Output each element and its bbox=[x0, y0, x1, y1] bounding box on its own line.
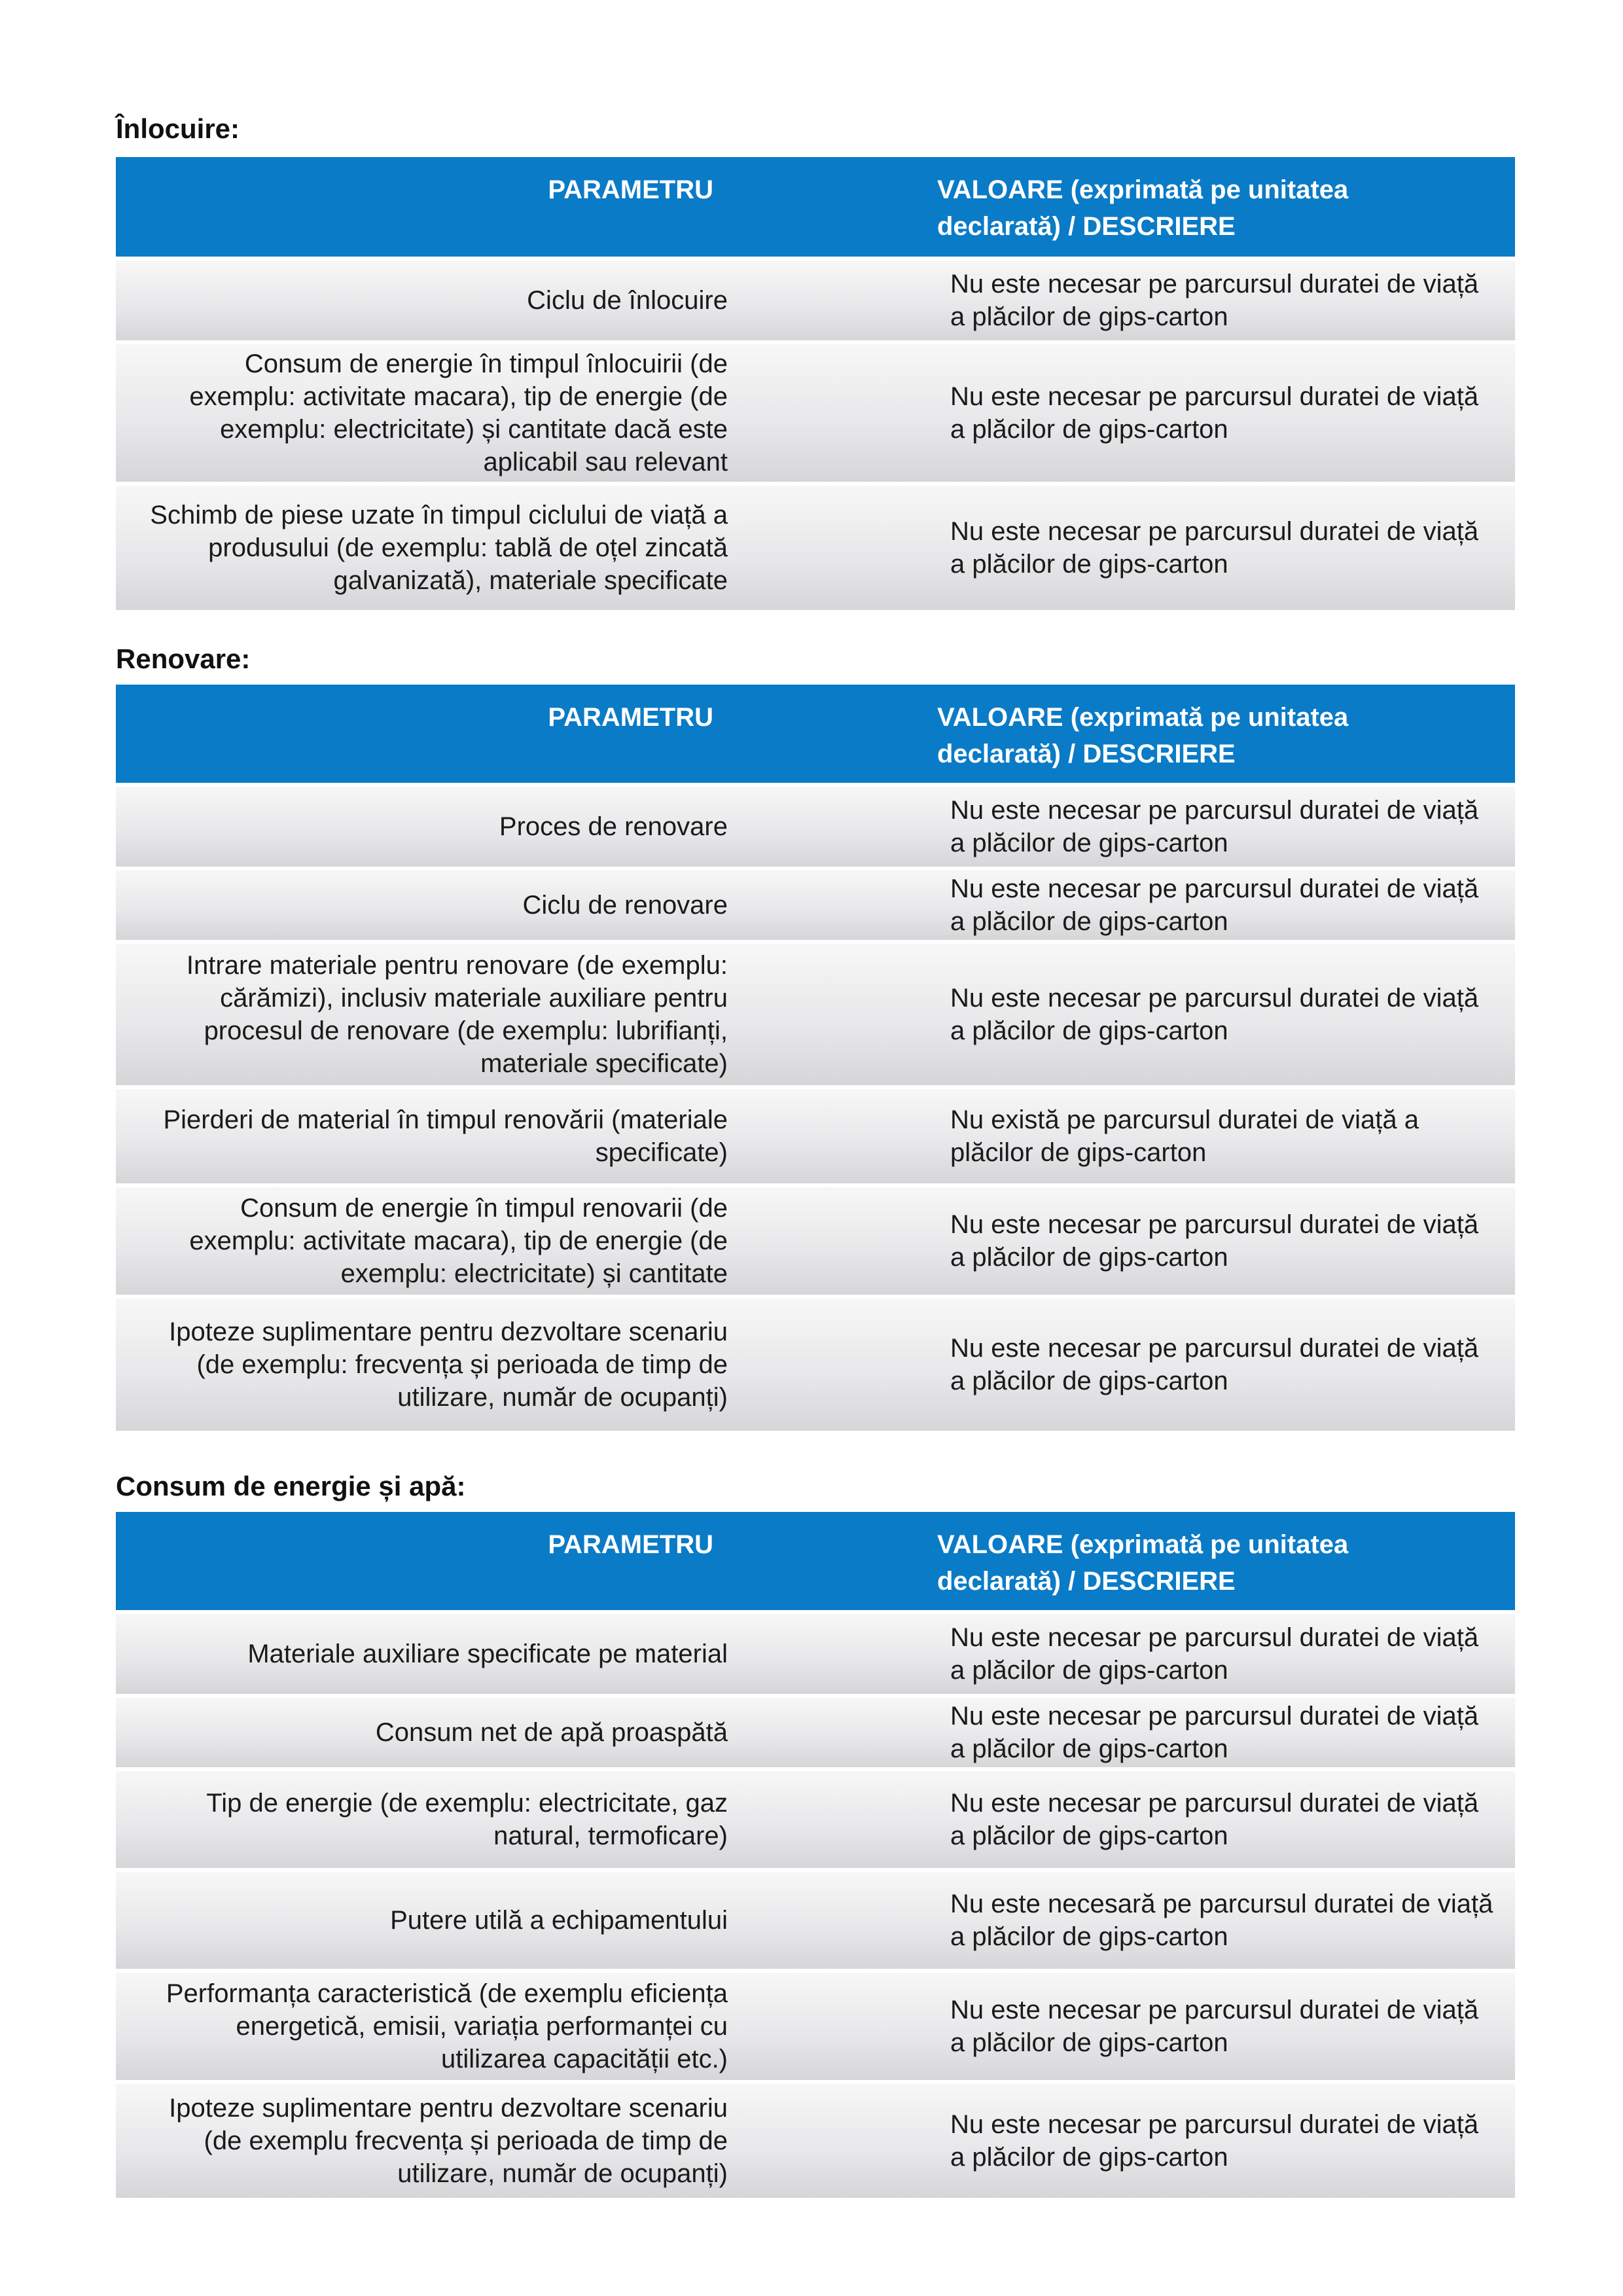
section-title: Înlocuire: bbox=[116, 113, 240, 144]
table-header bbox=[116, 157, 1515, 257]
value-cell: Nu este necesar pe parcursul duratei de viață a plăcilor de gips-carton bbox=[806, 870, 1515, 940]
parameter-table bbox=[116, 153, 1515, 614]
table-header bbox=[116, 1512, 1515, 1610]
parameter-cell: Pierderi de material în timpul renovării (materiale specificate) bbox=[116, 1089, 806, 1183]
parameter-cell: Ipoteze suplimentare pentru dezvoltare scenariu (de exemplu: frecvența și perioada de timp de utilizare, număr de ocupanți) bbox=[116, 1299, 806, 1431]
section-title: Consum de energie și apă: bbox=[116, 1471, 466, 1501]
table-row bbox=[116, 486, 1515, 610]
parameter-cell: Intrare materiale pentru renovare (de exemplu: cărămizi), inclusiv materiale auxiliare pentru procesul de renovare (de exemplu: lubrifianți, materiale specificate) bbox=[116, 944, 806, 1085]
table-row bbox=[116, 1614, 1515, 1694]
value-cell: Nu este necesar pe parcursul duratei de viață a plăcilor de gips-carton bbox=[806, 260, 1515, 340]
table-row bbox=[116, 1187, 1515, 1295]
table-row bbox=[116, 944, 1515, 1085]
header-parameter: PARAMETRU bbox=[116, 1512, 806, 1610]
value-cell: Nu este necesar pe parcursul duratei de viață a plăcilor de gips-carton bbox=[806, 1614, 1515, 1694]
value-cell: Nu este necesară pe parcursul duratei de viață a plăcilor de gips-carton bbox=[806, 1872, 1515, 1969]
header-value: VALOARE (exprimată pe unitatea declarată) / DESCRIERE bbox=[806, 1512, 1515, 1610]
value-cell: Nu este necesar pe parcursul duratei de viață a plăcilor de gips-carton bbox=[806, 486, 1515, 610]
value-cell: Nu este necesar pe parcursul duratei de viață a plăcilor de gips-carton bbox=[806, 787, 1515, 867]
parameter-cell: Ciclu de înlocuire bbox=[116, 260, 806, 340]
parameter-cell: Ipoteze suplimentare pentru dezvoltare scenariu (de exemplu frecvența și perioada de timp de utilizare, număr de ocupanți) bbox=[116, 2084, 806, 2198]
header-parameter: PARAMETRU bbox=[116, 685, 806, 783]
header-value: VALOARE (exprimată pe unitatea declarată) / DESCRIERE bbox=[806, 157, 1515, 257]
parameter-cell: Proces de renovare bbox=[116, 787, 806, 867]
value-cell: Nu este necesar pe parcursul duratei de viață a plăcilor de gips-carton bbox=[806, 344, 1515, 482]
parameter-cell: Tip de energie (de exemplu: electricitate, gaz natural, termoficare) bbox=[116, 1771, 806, 1868]
table-row bbox=[116, 1973, 1515, 2080]
table-row bbox=[116, 787, 1515, 867]
parameter-cell: Consum de energie în timpul renovarii (de exemplu: activitate macara), tip de energie (de exemplu: electricitate) și cantitate bbox=[116, 1187, 806, 1295]
header-value: VALOARE (exprimată pe unitatea declarată) / DESCRIERE bbox=[806, 685, 1515, 783]
value-cell: Nu este necesar pe parcursul duratei de viață a plăcilor de gips-carton bbox=[806, 1187, 1515, 1295]
table-row bbox=[116, 260, 1515, 340]
header-parameter: PARAMETRU bbox=[116, 157, 806, 257]
value-cell: Nu este necesar pe parcursul duratei de viață a plăcilor de gips-carton bbox=[806, 1299, 1515, 1431]
table-row bbox=[116, 2084, 1515, 2198]
table-row bbox=[116, 870, 1515, 940]
value-cell: Nu există pe parcursul duratei de viață a plăcilor de gips-carton bbox=[806, 1089, 1515, 1183]
parameter-cell: Performanța caracteristică (de exemplu eficiența energetică, emisii, variația performanței cu utilizarea capacității etc.) bbox=[116, 1973, 806, 2080]
parameter-cell: Materiale auxiliare specificate pe material bbox=[116, 1614, 806, 1694]
table-row bbox=[116, 1771, 1515, 1868]
table-row bbox=[116, 1698, 1515, 1767]
parameter-cell: Consum net de apă proaspătă bbox=[116, 1698, 806, 1767]
table-row bbox=[116, 1872, 1515, 1969]
parameter-cell: Schimb de piese uzate în timpul ciclului de viață a produsului (de exemplu: tablă de oțel zincată galvanizată), materiale specificate bbox=[116, 486, 806, 610]
table-row bbox=[116, 1299, 1515, 1431]
parameter-cell: Ciclu de renovare bbox=[116, 870, 806, 940]
value-cell: Nu este necesar pe parcursul duratei de viață a plăcilor de gips-carton bbox=[806, 944, 1515, 1085]
parameter-cell: Consum de energie în timpul înlocuirii (de exemplu: activitate macara), tip de energie (de exemplu: electricitate) și cantitate dacă este aplicabil sau relevant bbox=[116, 344, 806, 482]
value-cell: Nu este necesar pe parcursul duratei de viață a plăcilor de gips-carton bbox=[806, 1973, 1515, 2080]
value-cell: Nu este necesar pe parcursul duratei de viață a plăcilor de gips-carton bbox=[806, 1698, 1515, 1767]
section-title: Renovare: bbox=[116, 643, 251, 674]
table-row bbox=[116, 344, 1515, 482]
table-row bbox=[116, 1089, 1515, 1183]
parameter-table bbox=[116, 1508, 1515, 2202]
parameter-table bbox=[116, 681, 1515, 1435]
table-header bbox=[116, 685, 1515, 783]
value-cell: Nu este necesar pe parcursul duratei de viață a plăcilor de gips-carton bbox=[806, 1771, 1515, 1868]
parameter-cell: Putere utilă a echipamentului bbox=[116, 1872, 806, 1969]
value-cell: Nu este necesar pe parcursul duratei de viață a plăcilor de gips-carton bbox=[806, 2084, 1515, 2198]
